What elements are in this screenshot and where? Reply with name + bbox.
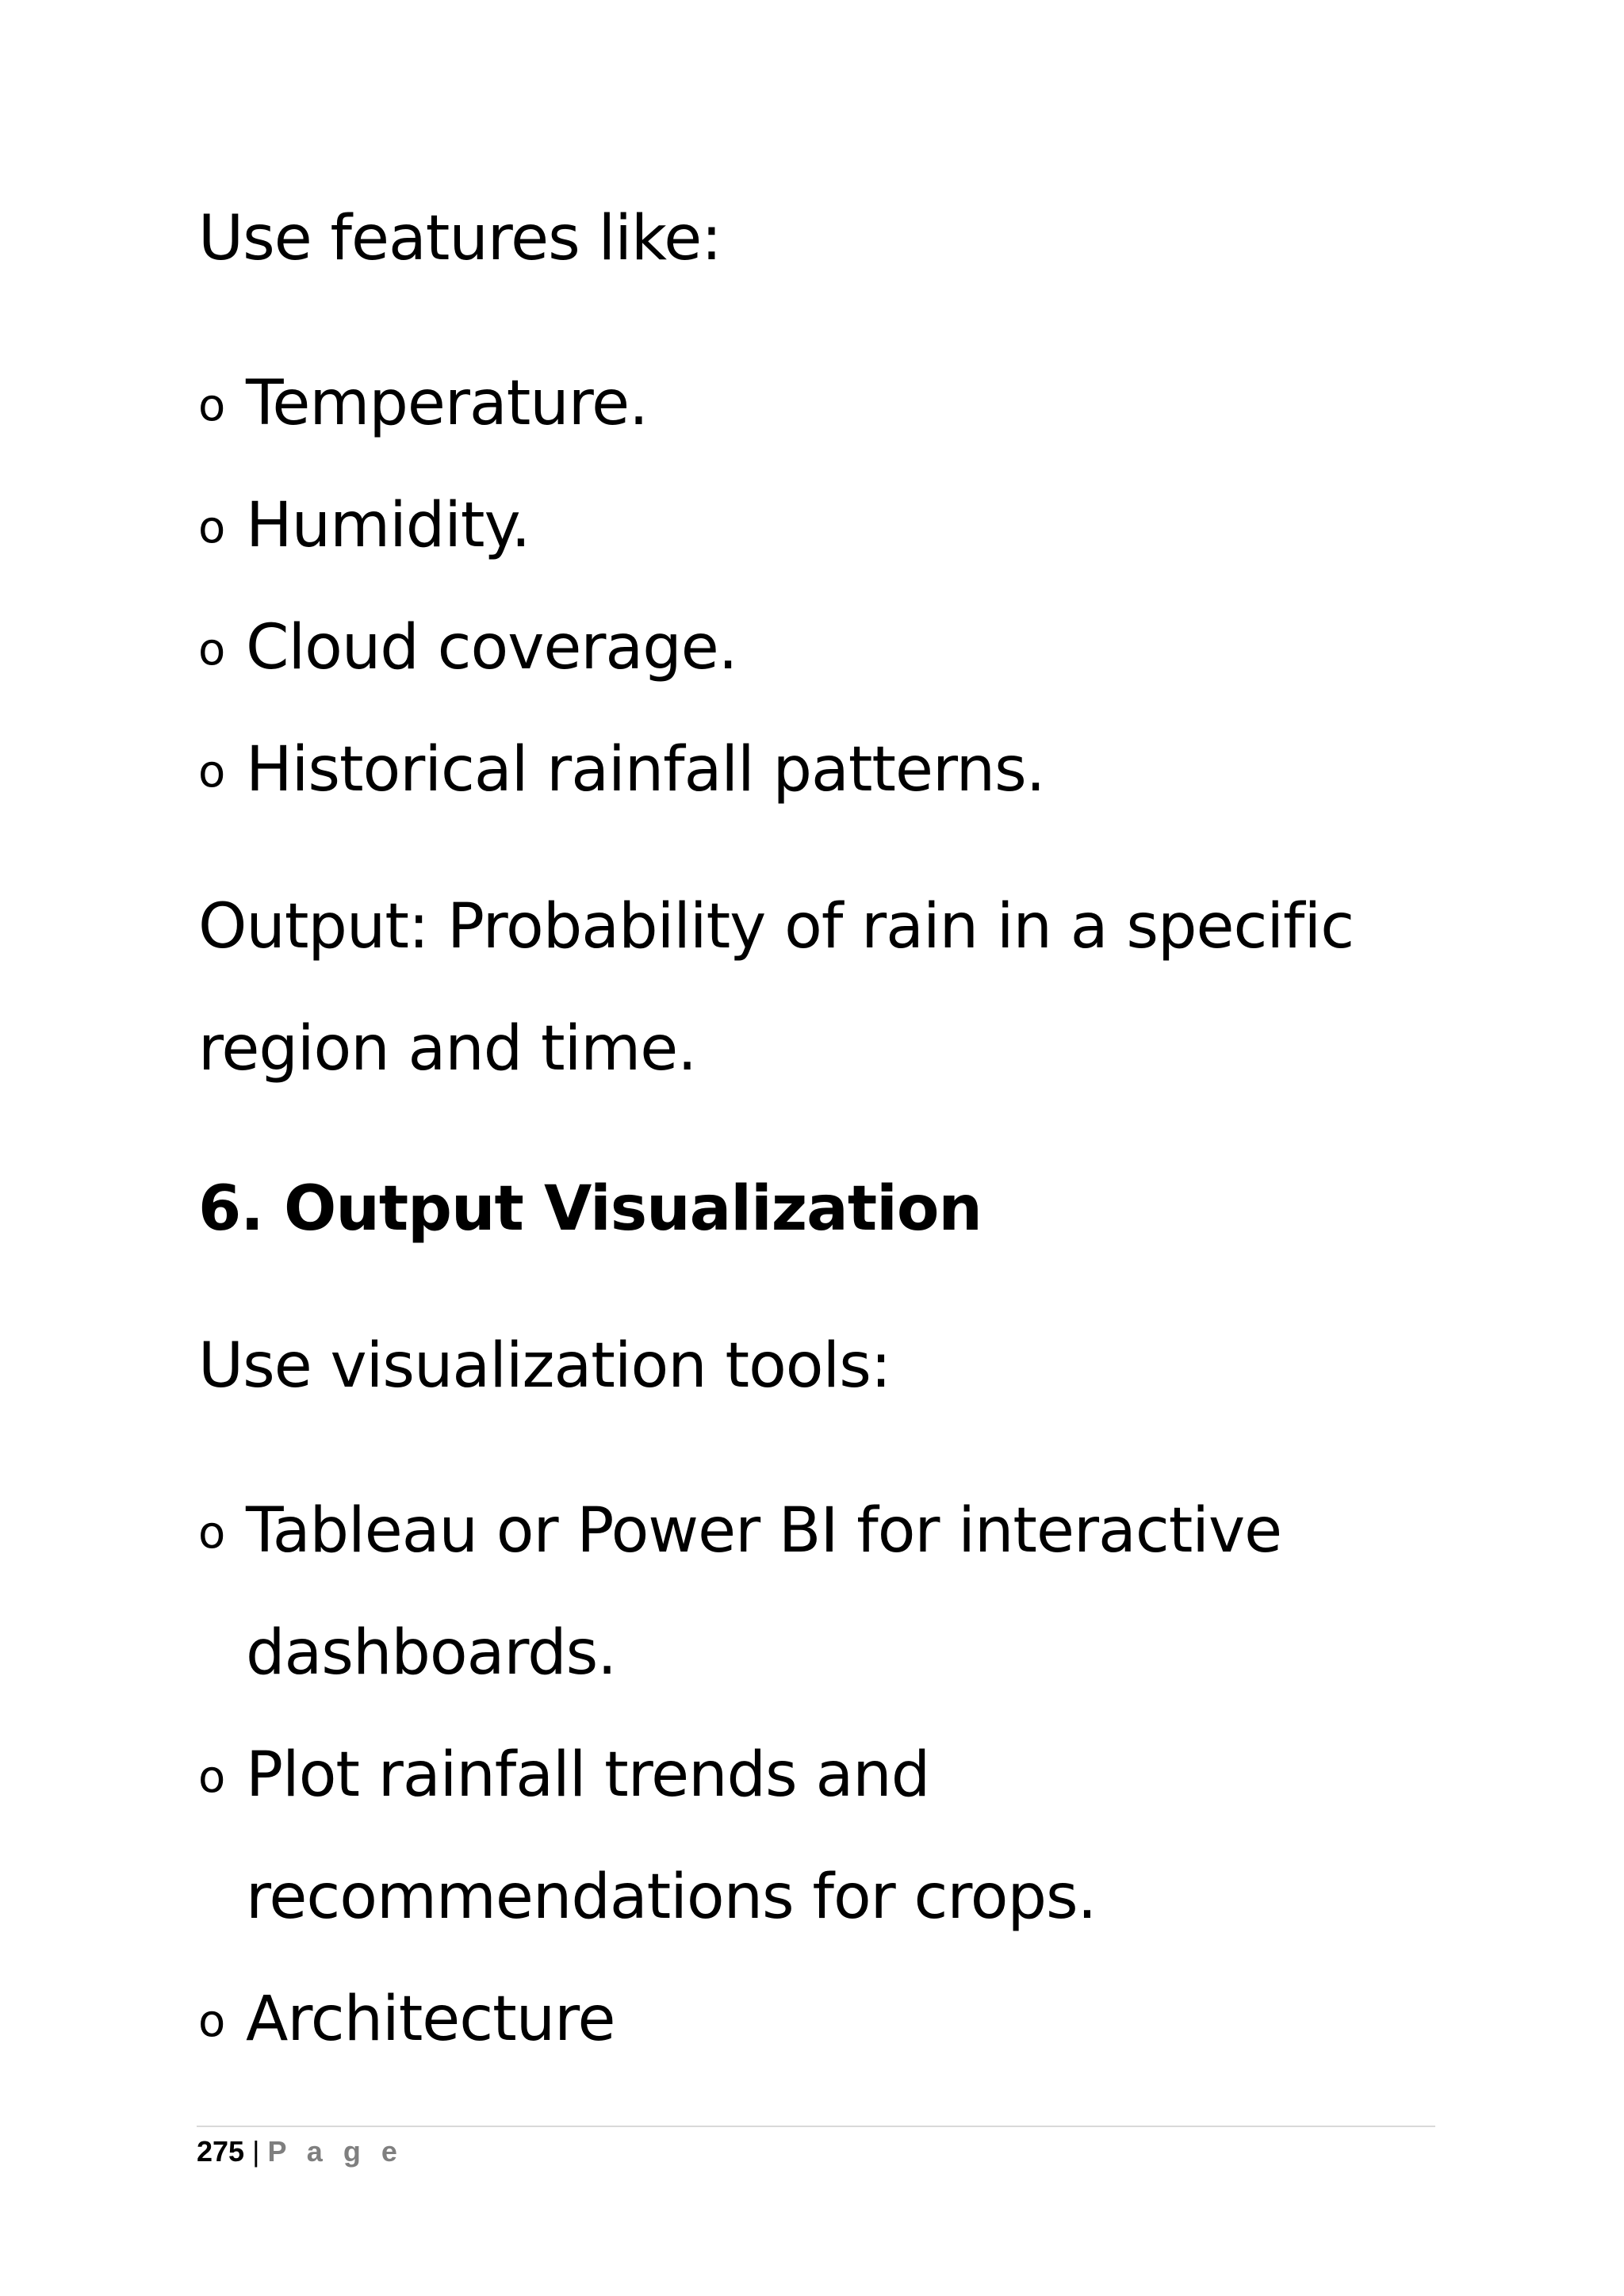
page-footer <box>197 2137 404 2166</box>
list-item-text: Humidity. <box>246 490 530 561</box>
footer-separator: | <box>252 2135 260 2168</box>
intro-text: Use features like: <box>198 203 722 274</box>
bullet-icon: o <box>198 380 225 431</box>
page-label: P a g e <box>267 2135 404 2168</box>
bullet-icon: o <box>198 1751 225 1803</box>
bullet-icon: o <box>198 746 225 798</box>
bullet-icon: o <box>198 1507 225 1559</box>
section-heading: 6. Output Visualization <box>198 1173 982 1245</box>
footer-divider <box>197 2126 1435 2127</box>
list-item-text: Temperature. <box>246 368 648 439</box>
list-item-text: Tableau or Power BI for interactive <box>246 1495 1282 1567</box>
page-number: 275 <box>197 2135 245 2168</box>
list-item-text: recommendations for crops. <box>246 1862 1097 1933</box>
bullet-icon: o <box>198 1996 225 2047</box>
list-item-text: Architecture <box>246 1984 615 2055</box>
list-item-text: Cloud coverage. <box>246 612 737 683</box>
list-item-text: dashboards. <box>246 1617 617 1689</box>
bullet-icon: o <box>198 624 225 675</box>
list-item-text: Historical rainfall patterns. <box>246 734 1045 806</box>
output-text-line-1: Output: Probability of rain in a specific <box>198 891 1354 962</box>
output-text-line-2: region and time. <box>198 1013 697 1085</box>
bullet-icon: o <box>198 502 225 553</box>
tools-intro-text: Use visualization tools: <box>198 1330 891 1402</box>
list-item-text: Plot rainfall trends and <box>246 1739 930 1811</box>
